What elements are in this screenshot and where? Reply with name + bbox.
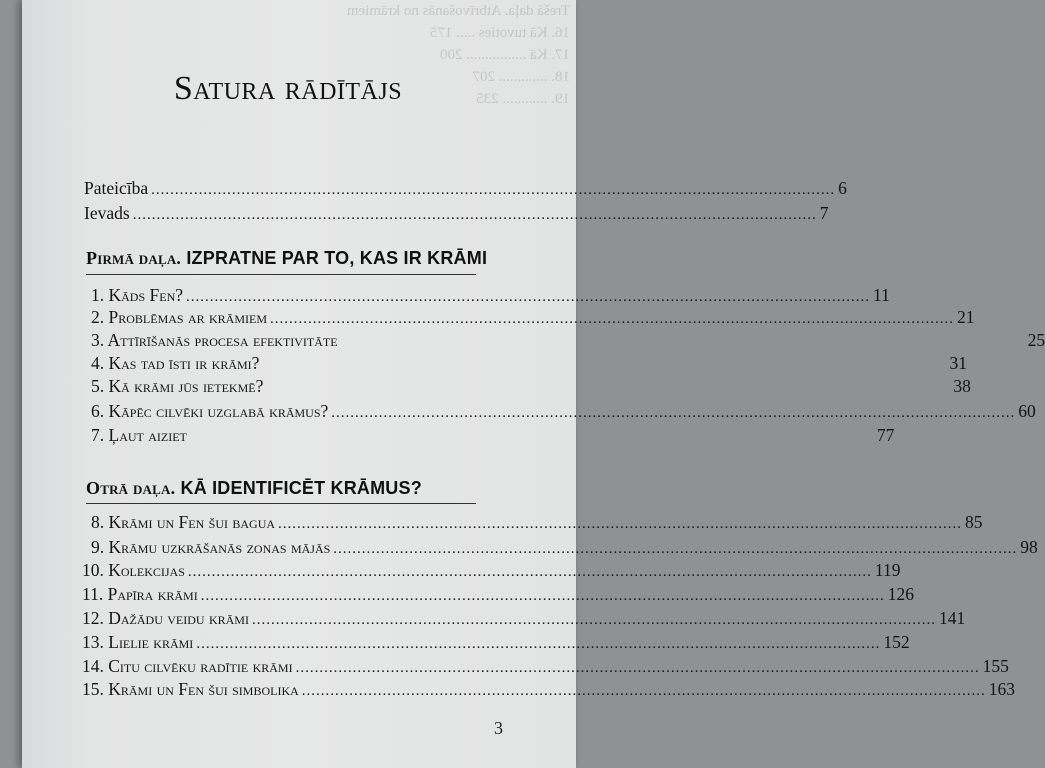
toc-entry-chapter[interactable] — [82, 560, 901, 581]
toc-entry-chapter[interactable] — [82, 608, 966, 629]
toc-entry-label: 4. Kas tad īsti ir krāmi? — [91, 353, 260, 373]
bleed-line: 19. ............ 235 — [476, 91, 570, 107]
toc-entry-page: 152 — [883, 632, 910, 652]
toc-entry-introduction[interactable] — [84, 203, 829, 224]
toc-entry-chapter[interactable] — [91, 425, 895, 446]
toc-entry-page: 163 — [988, 679, 1016, 699]
part-divider — [86, 503, 476, 504]
toc-entry-chapter[interactable] — [91, 376, 971, 397]
toc-entry-label: 11. Papīra krāmi — [82, 584, 198, 604]
toc-entry-page: 126 — [887, 584, 914, 604]
part-heading — [86, 478, 422, 499]
toc-entry-label: 7. Ļaut aiziet — [91, 425, 187, 445]
part-prefix: Otrā daļa. — [86, 478, 176, 498]
toc-entry-chapter[interactable] — [91, 537, 1038, 558]
toc-entry-label: 2. Problēmas ar krāmiem — [91, 307, 267, 327]
part-prefix: Pirmā daļa. — [86, 248, 182, 268]
toc-entry-page: 25 — [1027, 330, 1045, 350]
toc-entry-label: 14. Citu cilvēku radītie krāmi — [82, 656, 293, 676]
leader-dots — [278, 516, 962, 533]
toc-entry-label: 15. Krāmi un Fen šui simbolika — [82, 679, 299, 699]
leader-dots — [151, 182, 835, 199]
toc-entry-page: 11 — [873, 285, 890, 305]
leader-dots — [296, 660, 980, 677]
toc-entry-label: 1. Kāds Fen? — [91, 285, 184, 305]
bleed-through-text — [346, 0, 576, 330]
toc-entry-page: 60 — [1018, 401, 1036, 421]
toc-entry-chapter[interactable] — [82, 584, 914, 605]
toc-entry-label: 9. Krāmu uzkrāšanās zonas mājās — [91, 537, 331, 557]
toc-entry-label: 8. Krāmi un Fen šui bagua — [91, 512, 276, 532]
toc-entry-chapter[interactable] — [91, 285, 890, 306]
toc-entry-label: Pateicība — [84, 178, 149, 198]
toc-entry-label: 10. Kolekcijas — [82, 560, 185, 580]
leader-dots — [201, 588, 885, 605]
leader-dots — [196, 636, 880, 653]
toc-entry-chapter[interactable] — [82, 679, 1016, 700]
toc-entry-page: 85 — [965, 512, 983, 532]
toc-entry-chapter[interactable] — [91, 353, 967, 374]
toc-entry-page: 77 — [876, 425, 895, 445]
bleed-line: 16. Kā tuvoties ..... 175 — [430, 25, 570, 41]
toc-entry-chapter[interactable] — [91, 401, 1036, 422]
toc-entry-chapter[interactable] — [91, 330, 1045, 351]
leader-dots — [133, 207, 817, 224]
toc-entry-page: 155 — [982, 656, 1009, 676]
leader-dots — [186, 289, 870, 306]
toc-entry-label: 13. Lielie krāmi — [82, 632, 194, 652]
leader-dots — [331, 405, 1015, 422]
toc-entry-page: 38 — [953, 376, 971, 396]
toc-entry-page: 31 — [949, 353, 967, 373]
toc-entry-chapter[interactable] — [91, 307, 975, 328]
leader-dots — [252, 612, 936, 629]
part-title: IZPRATNE PAR TO, KAS IR KRĀMI — [186, 248, 488, 268]
bleed-line: 18. ............. 207 — [472, 69, 570, 85]
toc-entry-page: 98 — [1020, 537, 1038, 557]
page-number: 3 — [494, 718, 503, 738]
toc-entry-label: Ievads — [84, 203, 130, 223]
page-title: Satura rādītājs — [173, 70, 403, 107]
toc-entry-label: 12. Dažādu veidu krāmi — [82, 608, 249, 628]
toc-entry-page: 6 — [838, 178, 847, 198]
bleed-line: 17. Kā ................ 200 — [440, 47, 570, 63]
part-heading — [86, 248, 487, 269]
part-divider — [86, 274, 476, 275]
toc-entry-page: 21 — [957, 307, 975, 327]
toc-entry-chapter[interactable] — [91, 512, 983, 533]
toc-entry-label: 5. Kā krāmi jūs ietekmē? — [91, 376, 264, 396]
toc-entry-page: 7 — [819, 203, 829, 223]
leader-dots — [270, 311, 954, 328]
leader-dots — [302, 683, 986, 700]
toc-entry-label: 6. Kāpēc cilvēki uzglabā krāmus? — [91, 401, 329, 421]
toc-entry-chapter[interactable] — [82, 632, 910, 653]
toc-entry-label: 3. Attīrīšanās procesa efektivitāte — [91, 330, 338, 350]
leader-dots — [333, 541, 1017, 558]
toc-entry-acknowledgements[interactable] — [84, 178, 847, 199]
toc-entry-page: 141 — [938, 608, 966, 628]
toc-entry-page: 119 — [874, 560, 901, 580]
toc-entry-chapter[interactable] — [82, 656, 1009, 677]
part-title: KĀ IDENTIFICĒT KRĀMUS? — [180, 478, 422, 498]
leader-dots — [188, 564, 872, 581]
bleed-line: Trešā daļa. Atbrīvošanās no krāmiem — [346, 3, 570, 19]
